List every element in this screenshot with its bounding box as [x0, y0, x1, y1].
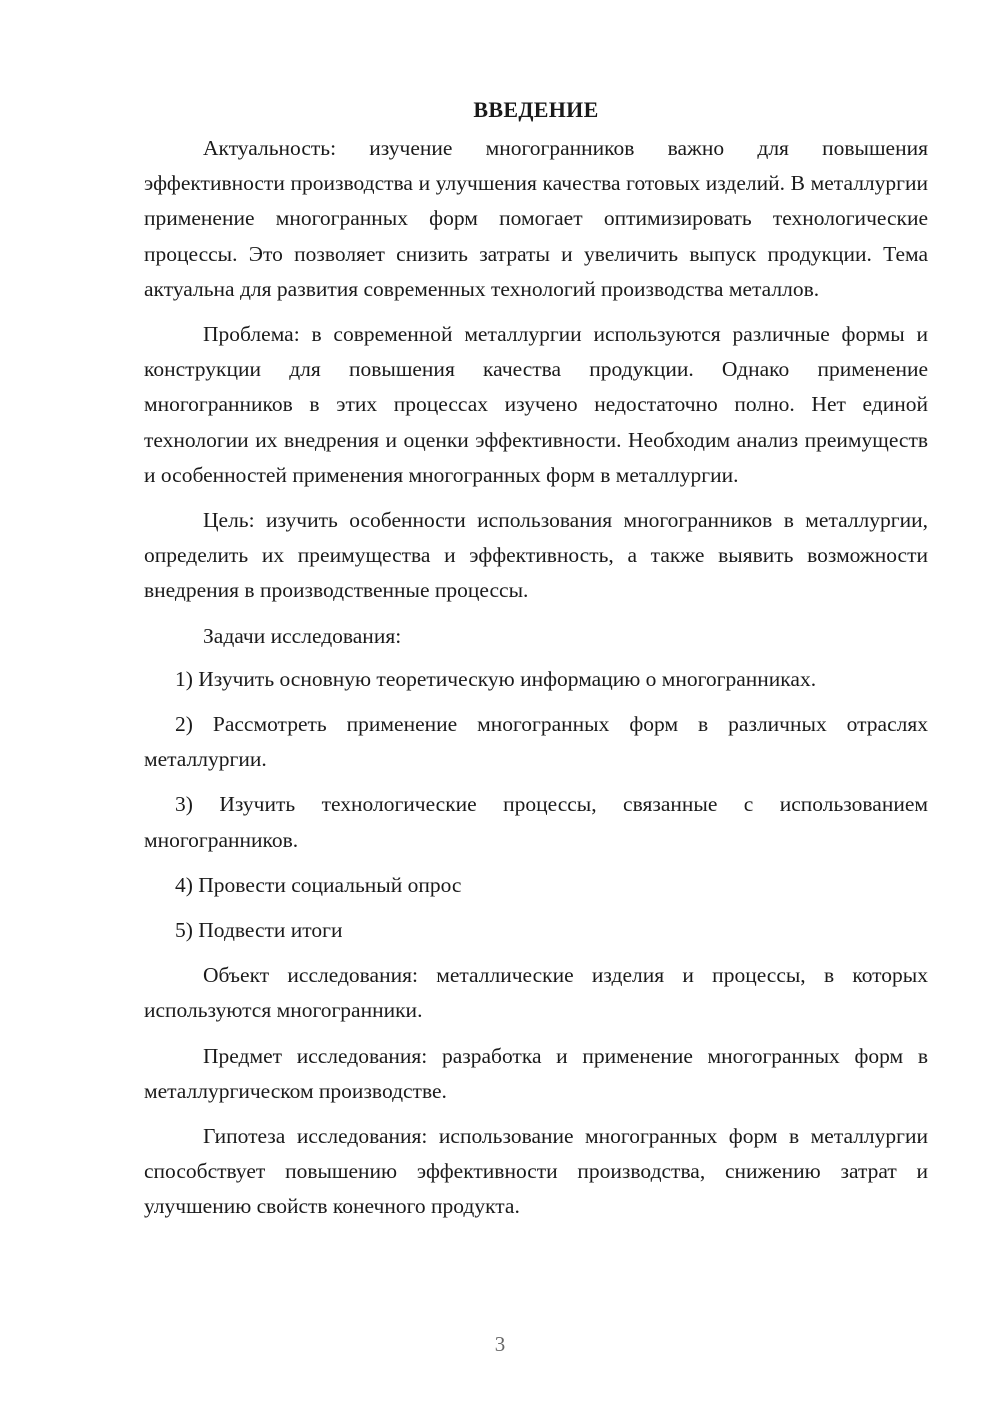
tasks-heading: Задачи исследования: [203, 623, 402, 648]
task-item-1: 1) Изучить основную теоретическую информацию о многогранниках. [175, 666, 817, 691]
page-title: ВВЕДЕНИЕ [473, 97, 599, 122]
paragraph-object: Объект исследования: металлические изделия и процессы, в которых используются многогранники. [144, 963, 928, 1023]
task-item-3: 3) Изучить технологические процессы, связанные с использованием многогранников. [144, 792, 928, 852]
task-item-4: 4) Провести социальный опрос [175, 872, 462, 897]
paragraph-subject: Предмет исследования: разработка и применение многогранных форм в металлургическом производстве. [144, 1043, 928, 1103]
document-page [144, 92, 928, 1235]
page-number: 3 [494, 1332, 506, 1356]
task-item-5: 5) Подвести итоги [175, 918, 343, 943]
paragraph-problem: Проблема: в современной металлургии используются различные формы и конструкции для повышения качества продукции. Однако применение многогранников в этих процессах изучено недостаточно полно. Нет единой технологии их внедрения и оценки эффективности. Необходим анализ преимуществ и особенностей применения многогранных форм в металлургии. [144, 322, 928, 487]
paragraph-hypothesis: Гипотеза исследования: использование многогранных форм в металлургии способствует повышению эффективности производства, снижению затрат и улучшению свойств конечного продукта. [144, 1124, 928, 1219]
task-item-2: 2) Рассмотреть применение многогранных форм в различных отраслях металлургии. [144, 712, 928, 772]
paragraph-goal: Цель: изучить особенности использования многогранников в металлургии, определить их преимущества и эффективность, а также выявить возможности внедрения в производственные процессы. [144, 508, 928, 603]
paragraph-relevance: Актуальность: изучение многогранников важно для повышения эффективности производства и улучшения качества готовых изделий. В металлургии применение многогранных форм помогает оптимизировать технологические процессы. Это позволяет снизить затраты и увеличить выпуск продукции. Тема актуальна для развития современных технологий производства металлов. [144, 136, 928, 301]
